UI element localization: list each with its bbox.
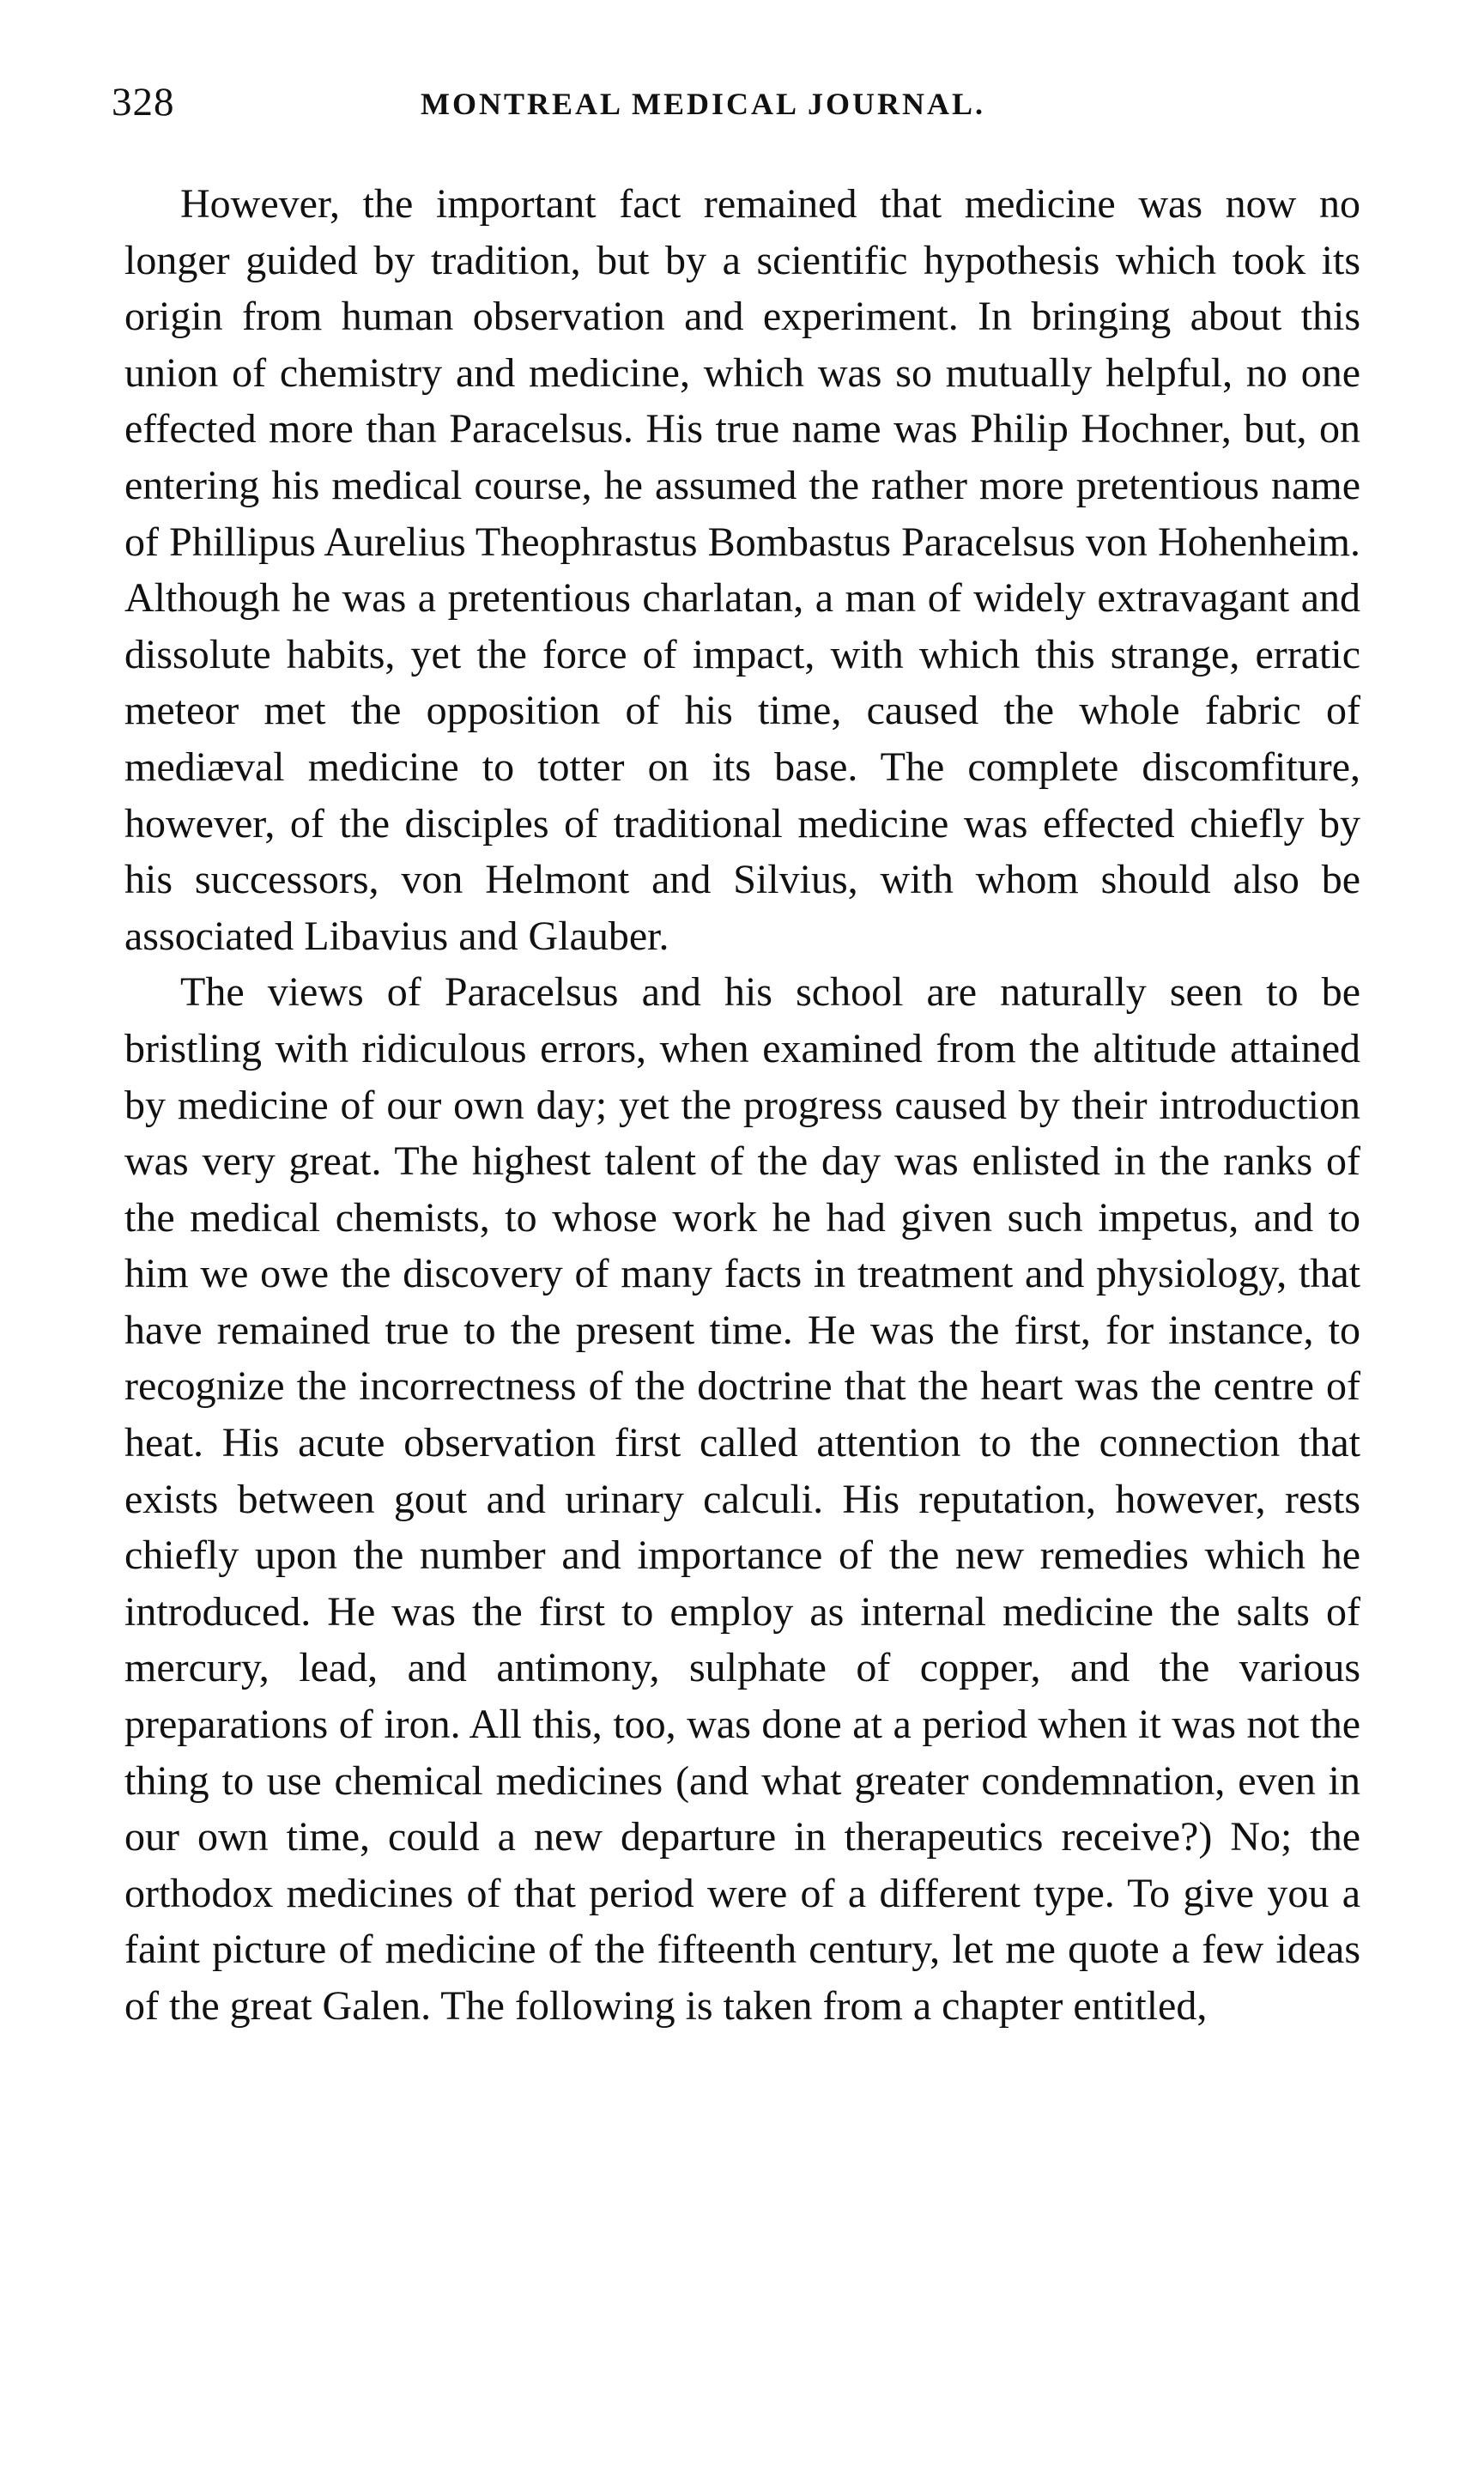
article-body (124, 176, 1360, 2035)
journal-title: MONTREAL MEDICAL JOURNAL. (421, 87, 986, 121)
paragraph-paracelsus-views: The views of Paracelsus and his school are naturally seen to be bristling with ridiculous errors, when examined from the altitude attained by medicine of our own day; yet the progress caused by their introduction was very great. The highest talent of the day was enlisted in the ranks of the medical chemists, to whose work he had given such impetus, and to him we owe the discovery of many facts in treatment and physiology, that have remained true to the present time. He was the first, for instance, to recognize the incorrectness of the doctrine that the heart was the centre of heat. His acute observation first called attention to the connection that exists between gout and urinary calculi. His reputation, however, rests chiefly upon the number and importance of the new remedies which he introduced. He was the first to employ as internal medicine the salts of mercury, lead, and antimony, sulphate of copper, and the various preparations of iron. All this, too, was done at a period when it was not the thing to use chemical medicines (and what greater condemnation, even in our own time, could a new departure in therapeutics receive?) No; the orthodox medicines of that period were of a different type. To give you a faint picture of medicine of the fifteenth century, let me quote a few ideas of the great Galen. The following is taken from a chapter entitled, (124, 969, 1360, 2029)
page-number: 328 (112, 80, 175, 124)
running-head (112, 79, 1365, 139)
paragraph-paracelsus-intro: However, the important fact remained that medicine was now no longer guided by tradition, but by a scientific hypothesis which took its origin from human observation and experiment. In bringing about this union of chemistry and medicine, which was so mutually helpful, no one effected more than Paracelsus. His true name was Philip Hochner, but, on entering his medical course, he assumed the rather more pretentious name of Phillipus Aurelius Theophrastus Bombastus Paracelsus von Hohenheim. Although he was a pretentious charlatan, a man of widely extravagant and dissolute habits, yet the force of impact, with which this strange, erratic meteor met the opposition of his time, caused the whole fabric of mediæval medicine to totter on its base. The complete discomfiture, however, of the disciples of traditional medicine was effected chiefly by his successors, von Helmont and Silvius, with whom should also be associated Libavius and Glauber. (124, 181, 1360, 959)
